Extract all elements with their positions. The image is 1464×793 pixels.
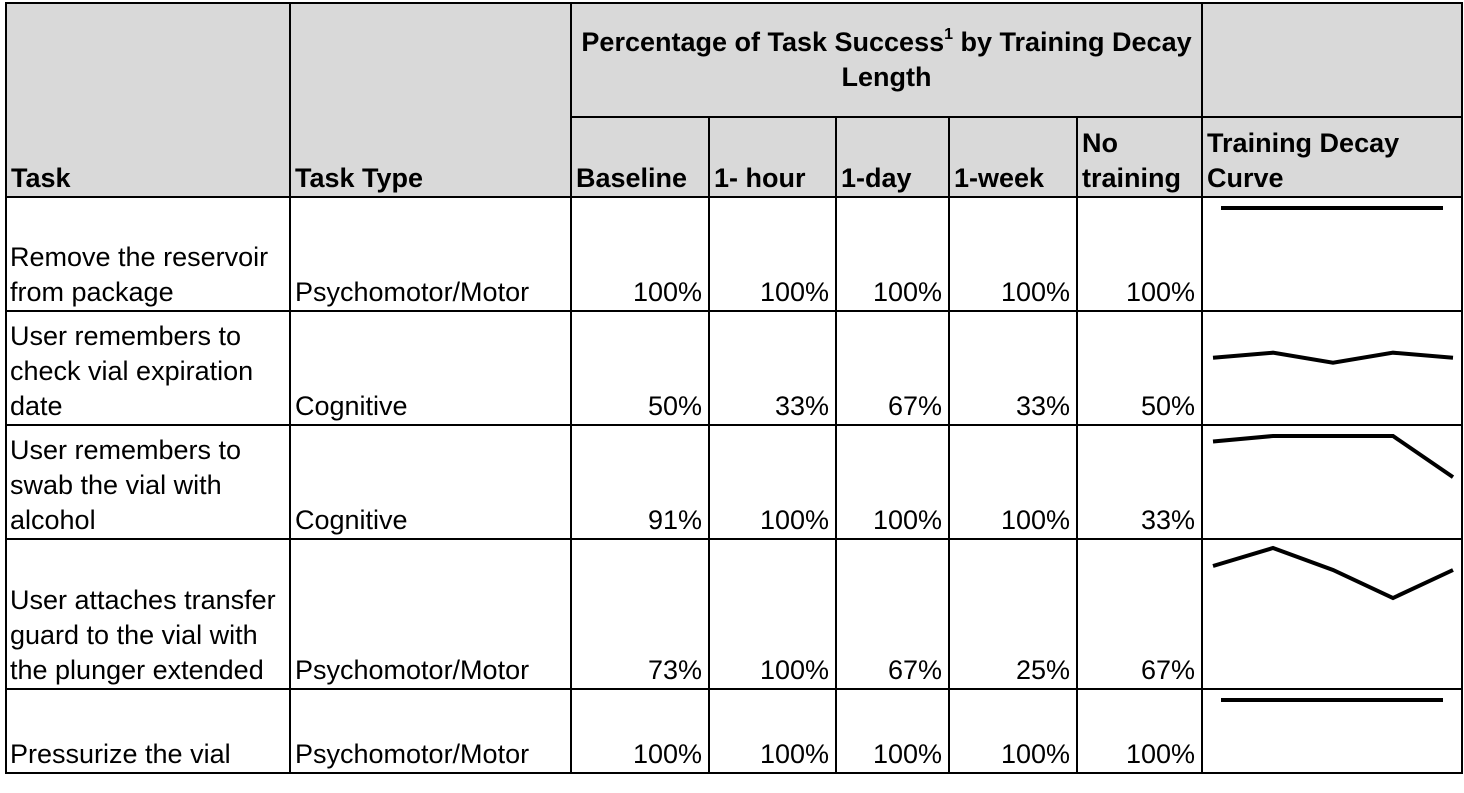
no-training-cell: 67%	[1077, 539, 1202, 689]
1-hour-cell: 100%	[709, 689, 836, 773]
decay-sparkline	[1203, 540, 1461, 688]
decay-curve-cell	[1202, 311, 1462, 425]
task-cell: Pressurize the vial	[6, 689, 290, 773]
no-training-cell: 33%	[1077, 425, 1202, 539]
decay-sparkline	[1203, 198, 1461, 310]
header-1-day: 1-day	[836, 117, 949, 197]
decay-curve-cell	[1202, 425, 1462, 539]
header-task-success-group	[571, 3, 1202, 117]
no-training-cell: 100%	[1077, 689, 1202, 773]
table-row	[6, 311, 1462, 425]
task-cell: User remembers to check vial expiration date	[6, 311, 290, 425]
1-day-cell: 67%	[836, 311, 949, 425]
header-1-hour: 1- hour	[709, 117, 836, 197]
table-row	[6, 539, 1462, 689]
header-task-type: Task Type	[290, 3, 571, 197]
table-row	[6, 425, 1462, 539]
decay-sparkline	[1203, 312, 1461, 424]
decay-sparkline-line	[1213, 548, 1453, 598]
1-day-cell: 100%	[836, 689, 949, 773]
1-day-cell: 100%	[836, 197, 949, 311]
task-type-cell: Psychomotor/Motor	[290, 197, 571, 311]
1-hour-cell: 100%	[709, 425, 836, 539]
group-title: Percentage of Task Success	[581, 27, 945, 57]
no-training-cell: 50%	[1077, 311, 1202, 425]
baseline-cell: 100%	[571, 689, 709, 773]
table-row	[6, 689, 1462, 773]
header-1-week: 1-week	[949, 117, 1077, 197]
baseline-cell: 73%	[571, 539, 709, 689]
footnote-marker: 1	[944, 26, 954, 43]
decay-sparkline-line	[1213, 353, 1453, 363]
task-cell: Remove the reservoir from package	[6, 197, 290, 311]
task-type-cell: Cognitive	[290, 311, 571, 425]
task-cell: User attaches transfer guard to the vial with the plunger extended	[6, 539, 290, 689]
1-week-cell: 25%	[949, 539, 1077, 689]
header-curve-spacer	[1202, 3, 1462, 117]
header-no-training: No training	[1077, 117, 1202, 197]
decay-sparkline	[1203, 690, 1461, 772]
no-training-cell: 100%	[1077, 197, 1202, 311]
baseline-cell: 50%	[571, 311, 709, 425]
decay-curve-cell	[1202, 539, 1462, 689]
header-training-decay-curve: Training Decay Curve	[1202, 117, 1462, 197]
table-row	[6, 197, 1462, 311]
1-week-cell: 100%	[949, 197, 1077, 311]
decay-sparkline-line	[1213, 436, 1453, 477]
task-cell: User remembers to swab the vial with alcohol	[6, 425, 290, 539]
training-decay-table	[5, 2, 1463, 774]
decay-curve-cell	[1202, 197, 1462, 311]
task-type-cell: Psychomotor/Motor	[290, 689, 571, 773]
1-week-cell: 100%	[949, 425, 1077, 539]
baseline-cell: 100%	[571, 197, 709, 311]
decay-table-frame	[5, 2, 1461, 791]
1-day-cell: 100%	[836, 425, 949, 539]
decay-sparkline	[1203, 426, 1461, 538]
1-hour-cell: 100%	[709, 197, 836, 311]
1-week-cell: 33%	[949, 311, 1077, 425]
header-baseline: Baseline	[571, 117, 709, 197]
task-type-cell: Psychomotor/Motor	[290, 539, 571, 689]
1-hour-cell: 100%	[709, 539, 836, 689]
group-title-rest: by Training Decay Length	[841, 27, 1192, 92]
1-week-cell: 100%	[949, 689, 1077, 773]
1-hour-cell: 33%	[709, 311, 836, 425]
task-type-cell: Cognitive	[290, 425, 571, 539]
decay-curve-cell	[1202, 689, 1462, 773]
baseline-cell: 91%	[571, 425, 709, 539]
header-task: Task	[6, 3, 290, 197]
1-day-cell: 67%	[836, 539, 949, 689]
